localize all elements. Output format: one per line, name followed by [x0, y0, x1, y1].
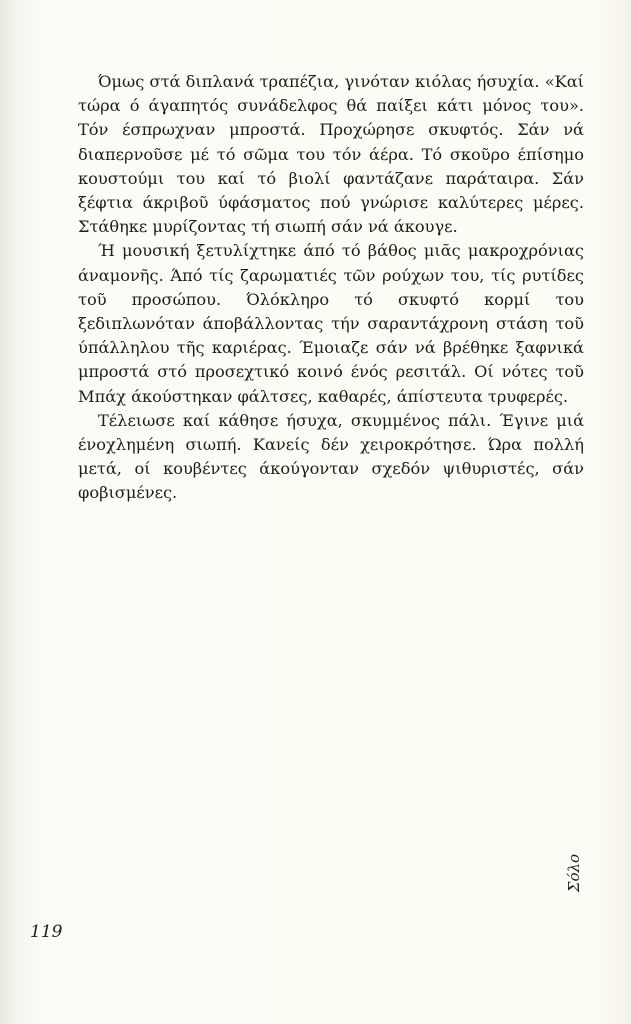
paragraph-1: Όμως στά διπλανά τραπέζια, γινόταν κιόλας ήσυχία. «Καί τώρα ό άγαπητός συνάδελφος θά παίξει κάτι μόνος του». Τόν έσπρωχναν μπροστά. Προχώρησε σκυφτός. Σάν νά διαπερνοῦσε μέ τό σῶμα του τόν άέρα. Τό σκοῦρο έπίσημο κουστούμι του καί τό βιολί φαντάζανε παράταιρα. Σάν ξέφτια άκριβοῦ ύφάσματος πού γνώρισε καλύτερες μέρες. Στάθηκε μυρίζοντας τή σιωπή σάν νά άκουγε.	[78, 72, 584, 237]
paragraph-2: Ή μουσική ξετυλίχτηκε άπό τό βάθος μιᾶς μακροχρόνιας άναμονῆς. Άπό τίς ζαρωματιές τῶν ρούχων του, τίς ρυτίδες τοῦ προσώπου. Όλόκληρο τό σκυφτό κορμί του ξεδιπλωνόταν άποβάλλοντας τήν σαραντάχρονη στάση τοῦ ύπάλληλου τῆς καριέρας. Έμοιαζε σάν νά βρέθηκε ξαφνικά μπροστά στό προσεχτικό κοινό ένός ρεσιτάλ. Οί νότες τοῦ Μπάχ άκούστηκαν φάλτσες, καθαρές, άπίστευτα τρυφερές.	[78, 241, 584, 406]
running-head	[556, 848, 592, 898]
paragraph-3: Τέλειωσε καί κάθησε ήσυχα, σκυμμένος πάλι. Έγινε μιά ένοχλημένη σιωπή. Κανείς δέν χειροκρότησε. Ώρα πολλή μετά, οί κουβέντες άκούγονταν σχεδόν ψιθυριστές, σάν φοβισμένες.	[78, 410, 584, 503]
body-text	[78, 70, 584, 506]
running-head-label: Σόλο	[565, 853, 583, 893]
page-number: 119	[30, 922, 63, 942]
